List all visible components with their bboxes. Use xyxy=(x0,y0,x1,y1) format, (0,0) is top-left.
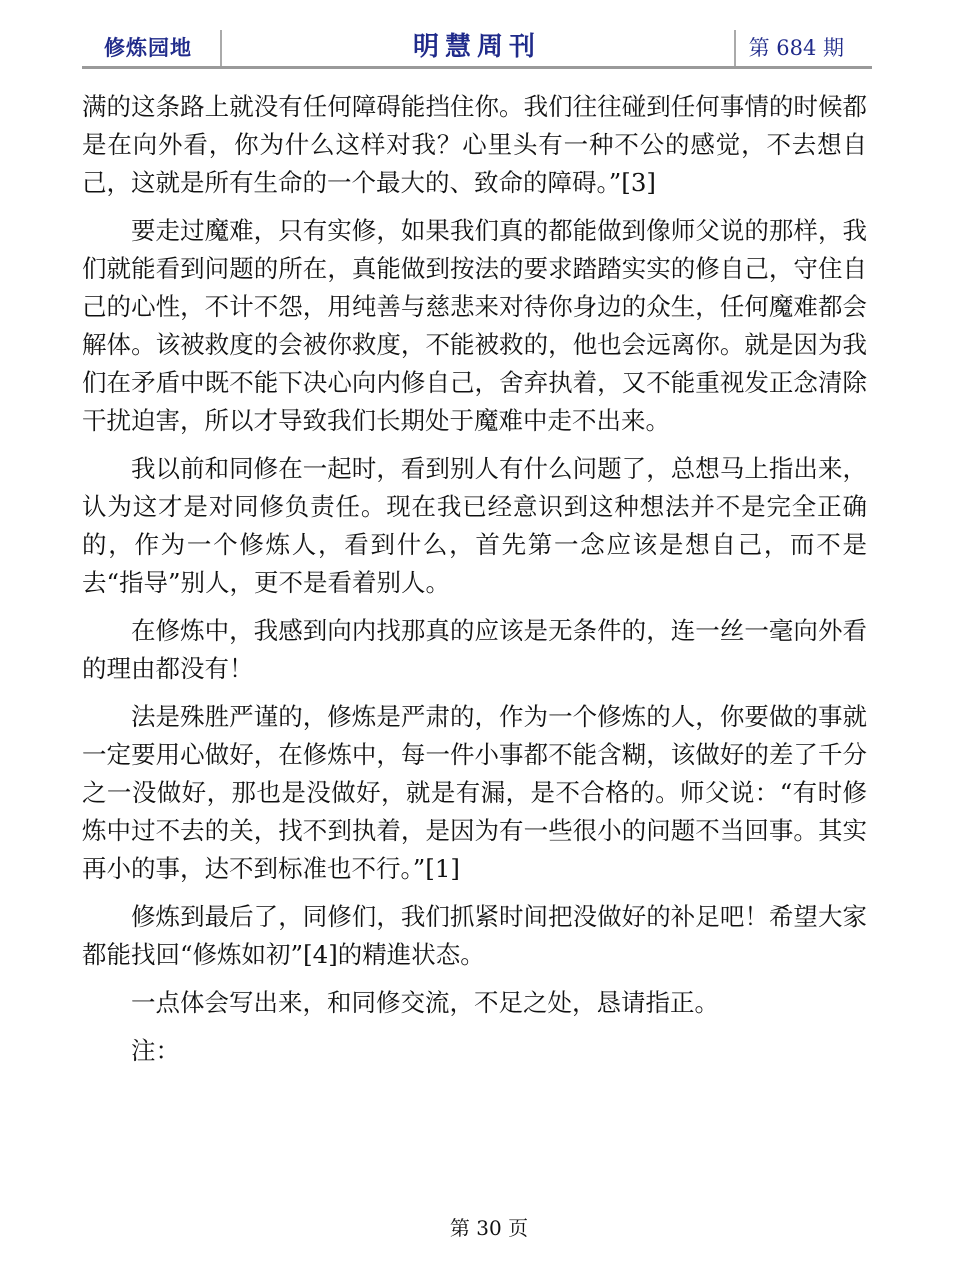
issue-number: 第 684 期 xyxy=(748,36,844,60)
header-divider xyxy=(734,30,736,66)
header-rule xyxy=(82,66,872,69)
paragraph: 在修炼中，我感到向内找那真的应该是无条件的，连一丝一毫向外看的理由都没有！ xyxy=(82,616,867,683)
page-header xyxy=(82,22,872,68)
paragraph-continued: 满的这条路上就没有任何障碍能挡住你。我们往往碰到任何事情的时候都是在向外看，你为什么这样对我？心里头有一种不公的感觉，不去想自己，这就是所有生命的一个最大的、致命的障碍。”[3] xyxy=(82,92,867,197)
page-number: 第 30 页 xyxy=(449,1216,529,1240)
paragraph: 要走过魔难，只有实修，如果我们真的都能做到像师父说的那样，我们就能看到问题的所在，真能做到按法的要求踏踏实实的修自己，守住自己的心性，不计不怨，用纯善与慈悲来对待你身边的众生，任何魔难都会解体。该被救度的会被你救度，不能被救的，他也会远离你。就是因为我们在矛盾中既不能下决心向内修自己，舍弃执着，又不能重视发正念清除干扰迫害，所以才导致我们长期处于魔难中走不出来。 xyxy=(82,216,867,435)
paragraph: 我以前和同修在一起时，看到别人有什么问题了，总想马上指出来，认为这才是对同修负责任。现在我已经意识到这种想法并不是完全正确的，作为一个修炼人，看到什么，首先第一念应该是想自己，而不是去“指导”别人，更不是看着别人。 xyxy=(82,454,867,597)
paragraph: 法是殊胜严谨的，修炼是严肃的，作为一个修炼的人，你要做的事就一定要用心做好，在修炼中，每一件小事都不能含糊，该做好的差了千分之一没做好，那也是没做好，就是有漏，是不合格的。师父说：“有时修炼中过不去的关，找不到执着，是因为有一些很小的问题不当回事。其实再小的事，达不到标准也不行。”[1] xyxy=(82,702,867,883)
paragraph: 修炼到最后了，同修们，我们抓紧时间把没做好的补足吧！希望大家都能找回“修炼如初”[4]的精進状态。 xyxy=(82,902,867,969)
article-body xyxy=(82,88,867,1070)
notes-heading: 注： xyxy=(131,1036,180,1065)
publication-title: 明慧周刊 xyxy=(412,32,541,62)
paragraph: 一点体会写出来，和同修交流，不足之处，恳请指正。 xyxy=(131,988,719,1017)
section-label: 修炼园地 xyxy=(104,36,192,60)
